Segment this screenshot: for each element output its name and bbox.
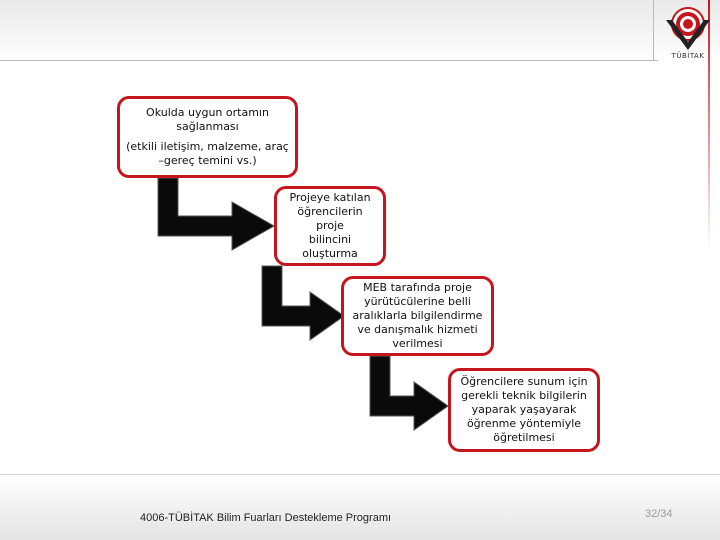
step-1-line: Okulda uygun ortamın	[146, 106, 269, 119]
flow-step-4	[448, 368, 600, 452]
step-4-line: Öğrencilere sunum için	[460, 375, 588, 388]
arrow-1	[158, 178, 274, 250]
step-2-line: bilincini oluşturma	[302, 233, 358, 260]
flow-step-1	[117, 96, 298, 178]
step-2-line: Projeye katılan	[289, 191, 371, 204]
step-3-line: aralıklarla bilgilendirme	[352, 309, 483, 322]
step-3-line: ve danışmalık hizmeti	[357, 323, 478, 336]
step-4-line: gerekli teknik bilgilerin	[461, 389, 587, 402]
flow-step-3	[341, 276, 494, 356]
logo-text: TÜBİTAK	[671, 52, 705, 60]
step-3-line: yürütücülerine belli	[364, 295, 471, 308]
step-1-line: (etkili iletişim, malzeme, araç	[126, 140, 289, 153]
page-number: 32/34	[645, 508, 673, 520]
step-4-line: öğrenme yöntemiyle	[466, 417, 582, 430]
footer-band	[0, 474, 720, 540]
step-1-line: sağlanması	[176, 120, 239, 133]
footer-program-title: 4006-TÜBİTAK Bilim Fuarları Destekleme Programı	[140, 512, 392, 524]
arrow-3	[370, 356, 448, 430]
step-2-line: öğrencilerin proje	[297, 205, 363, 232]
step-4-line: yaparak yaşayarak	[471, 403, 577, 416]
step-3-line: MEB tarafında proje	[363, 281, 472, 294]
step-4-line: öğretilmesi	[493, 431, 555, 444]
arrow-2	[262, 266, 344, 340]
footer-divider	[0, 474, 720, 475]
flow-step-2	[274, 186, 386, 266]
step-3-line: verilmesi	[392, 337, 443, 350]
step-1-line: –gereç temini vs.)	[158, 154, 257, 167]
